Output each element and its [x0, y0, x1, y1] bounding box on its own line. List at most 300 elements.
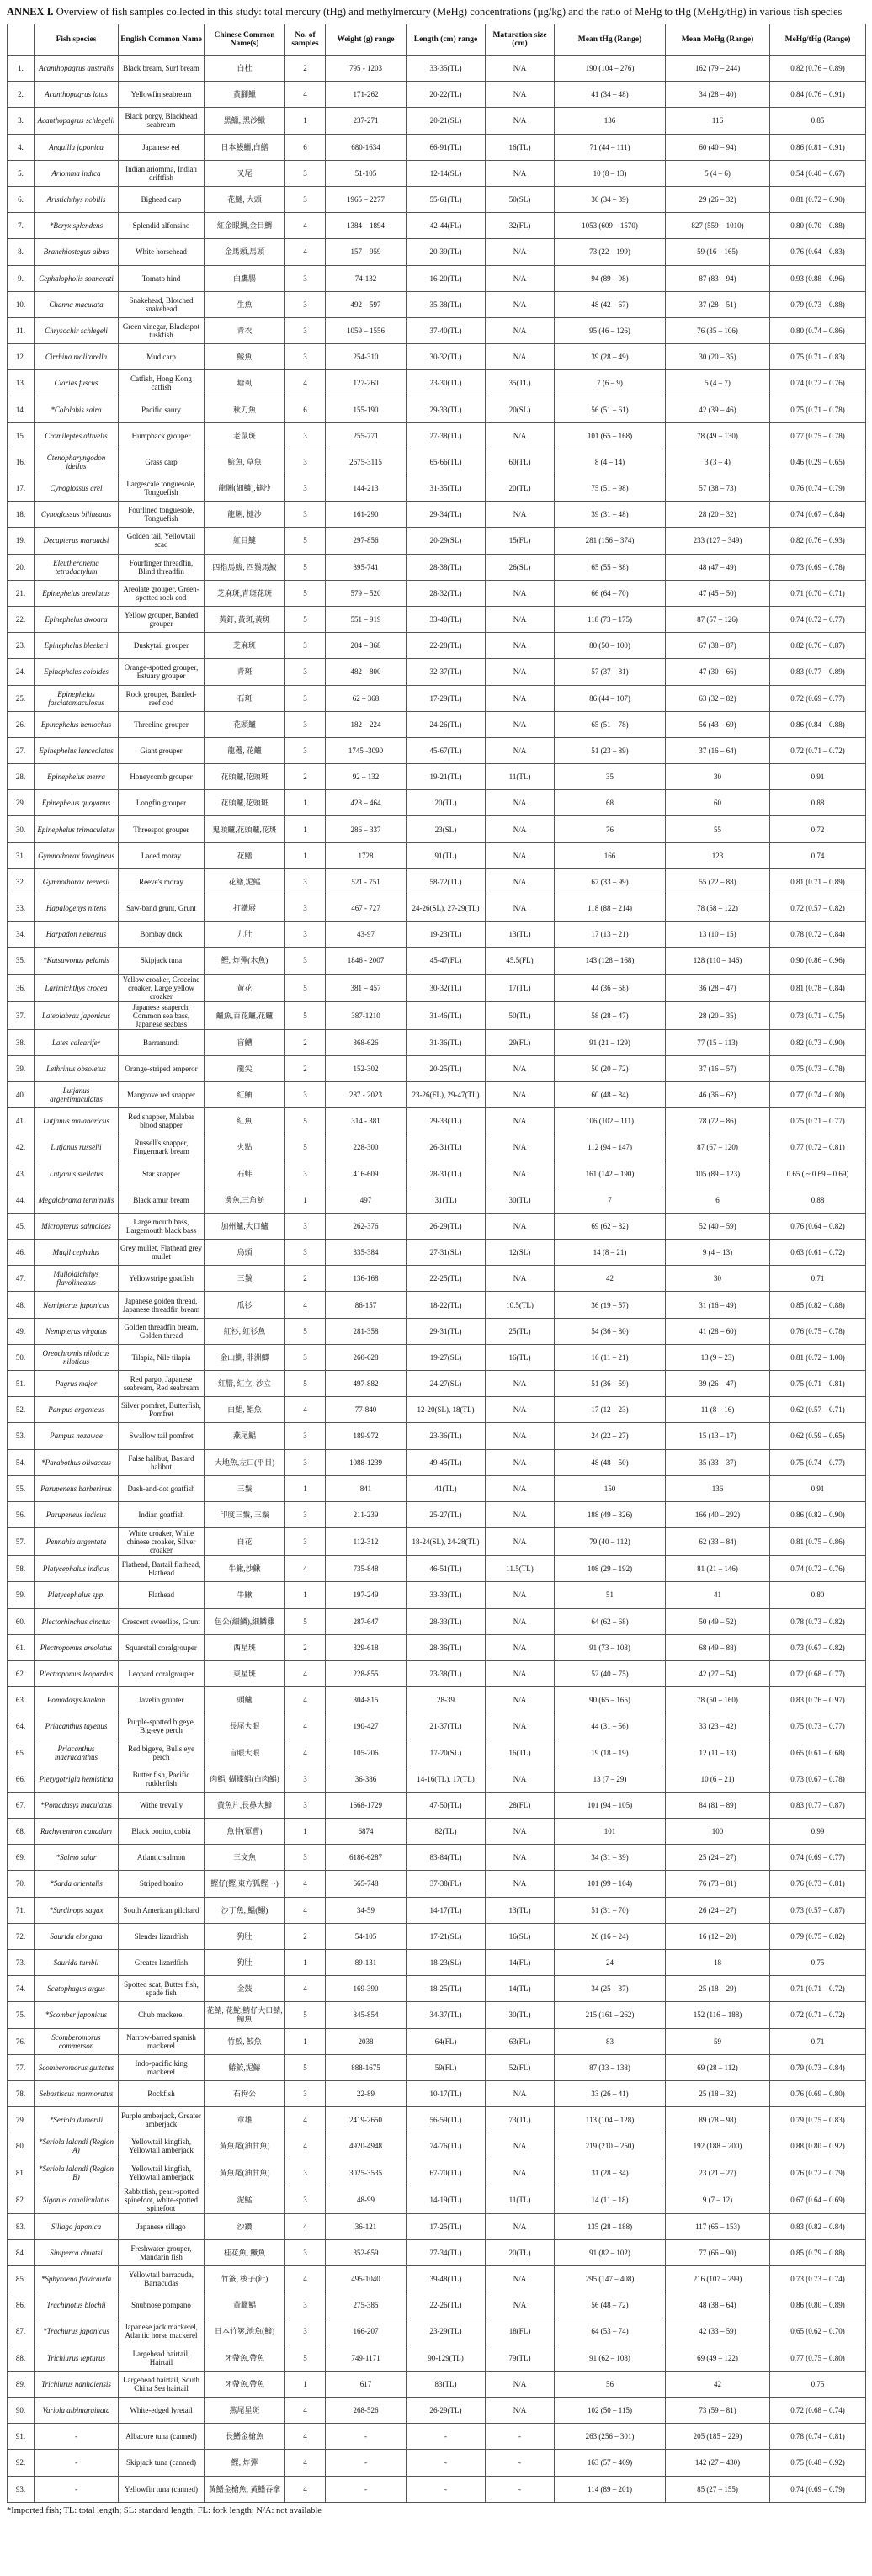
maturation-size-cell: N/A: [486, 239, 555, 265]
fish-species-cell: *Parabothus olivaceus: [35, 1449, 119, 1475]
table-row: [8, 764, 866, 790]
weight-range-cell: 112-312: [326, 1528, 407, 1556]
weight-range-cell: 551 – 919: [326, 606, 407, 632]
english-name-cell: Dash-and-dot goatfish: [119, 1475, 205, 1501]
maturation-size-cell: N/A: [486, 108, 555, 134]
weight-range-cell: 1846 - 2007: [326, 948, 407, 974]
mean-thg-cell: 7 (6 – 9): [555, 370, 666, 396]
fish-species-cell: Mugil cephalus: [35, 1240, 119, 1266]
table-row: [8, 108, 866, 134]
weight-range-cell: 1059 – 1556: [326, 317, 407, 343]
fish-species-cell: Cirrhina molitorella: [35, 344, 119, 370]
mean-mehg-cell: 30: [666, 1266, 770, 1292]
english-name-cell: Large mouth bass, Largemouth black bass: [119, 1213, 205, 1239]
maturation-size-cell: N/A: [486, 711, 555, 737]
length-range-cell: 10-17(TL): [407, 2080, 486, 2106]
fish-species-cell: Pterygotrigla hemisticta: [35, 1766, 119, 1792]
sample-count-cell: 3: [285, 1528, 326, 1556]
mean-mehg-cell: 73 (59 – 81): [666, 2397, 770, 2423]
maturation-size-cell: 60(TL): [486, 449, 555, 475]
mean-thg-cell: 76: [555, 816, 666, 842]
english-name-cell: Fourlined tonguesole, Tonguefish: [119, 502, 205, 528]
chinese-name-cell: 狗肚: [205, 1923, 285, 1949]
table-row: [8, 56, 866, 82]
row-index-cell: 9.: [8, 265, 35, 291]
mean-mehg-cell: 78 (50 – 160): [666, 1687, 770, 1713]
fish-species-cell: Cynoglossus arel: [35, 475, 119, 502]
maturation-size-cell: 20(SL): [486, 396, 555, 422]
length-range-cell: 18-24(SL), 24-28(TL): [407, 1528, 486, 1556]
length-range-cell: 64(FL): [407, 2028, 486, 2054]
weight-range-cell: 254-310: [326, 344, 407, 370]
sample-count-cell: 4: [285, 239, 326, 265]
sample-count-cell: 3: [285, 344, 326, 370]
fish-species-cell: *Sardinops sagax: [35, 1897, 119, 1923]
sample-count-cell: 3: [285, 711, 326, 737]
row-index-cell: 62.: [8, 1660, 35, 1686]
length-range-cell: 83-84(TL): [407, 1845, 486, 1871]
weight-range-cell: 89-131: [326, 1949, 407, 1975]
mehg-thg-ratio-cell: 0.84 (0.76 – 0.91): [770, 82, 866, 108]
weight-range-cell: 144-213: [326, 475, 407, 502]
mean-mehg-cell: 52 (40 – 59): [666, 1213, 770, 1239]
sample-count-cell: 4: [285, 2476, 326, 2502]
mean-thg-cell: 83: [555, 2028, 666, 2054]
fish-species-cell: Ariomma indica: [35, 160, 119, 186]
mean-thg-cell: 114 (89 – 201): [555, 2476, 666, 2502]
sample-count-cell: 4: [285, 2266, 326, 2292]
mean-thg-cell: 42: [555, 1266, 666, 1292]
weight-range-cell: 43-97: [326, 922, 407, 948]
table-row: [8, 134, 866, 160]
sample-count-cell: 3: [285, 1766, 326, 1792]
mean-mehg-cell: 142 (27 – 430): [666, 2450, 770, 2476]
english-name-cell: Bombay duck: [119, 922, 205, 948]
weight-range-cell: 262-376: [326, 1213, 407, 1239]
table-footnote: *Imported fish; TL: total length; SL: standard length; FL: fork length; N/A: not available: [7, 2505, 322, 2515]
fish-species-cell: Clarias fuscus: [35, 370, 119, 396]
row-index-cell: 43.: [8, 1161, 35, 1187]
row-index-cell: 15.: [8, 422, 35, 449]
weight-range-cell: 204 – 368: [326, 633, 407, 659]
row-index-cell: 60.: [8, 1608, 35, 1634]
mean-mehg-cell: 5 (4 – 6): [666, 160, 770, 186]
weight-range-cell: 54-105: [326, 1923, 407, 1949]
length-range-cell: 28-33(TL): [407, 1608, 486, 1634]
maturation-size-cell: 32(FL): [486, 213, 555, 239]
chinese-name-cell: 大地魚,左口(平目): [205, 1449, 285, 1475]
weight-range-cell: 228-855: [326, 1660, 407, 1686]
fish-species-cell: Pampus argenteus: [35, 1397, 119, 1423]
chinese-name-cell: 四指馬鮁, 四鬚馬鮁: [205, 554, 285, 580]
english-name-cell: White-edged lyretail: [119, 2397, 205, 2423]
mean-mehg-cell: 30: [666, 764, 770, 790]
english-name-cell: Yellowtail barracuda, Barracudas: [119, 2266, 205, 2292]
mehg-thg-ratio-cell: 0.74 (0.72 – 0.76): [770, 1556, 866, 1582]
weight-range-cell: 51-105: [326, 160, 407, 186]
fish-species-cell: Nemipterus virgatus: [35, 1318, 119, 1344]
english-name-cell: Red snapper, Malabar blood snapper: [119, 1108, 205, 1134]
row-index-cell: 71.: [8, 1897, 35, 1923]
length-range-cell: 58-72(TL): [407, 868, 486, 895]
weight-range-cell: 171-262: [326, 82, 407, 108]
maturation-size-cell: N/A: [486, 606, 555, 632]
weight-range-cell: 428 – 464: [326, 790, 407, 816]
mehg-thg-ratio-cell: 0.75 (0.71 – 0.81): [770, 1371, 866, 1397]
sample-count-cell: 3: [285, 1161, 326, 1187]
weight-range-cell: 2038: [326, 2028, 407, 2054]
mehg-thg-ratio-cell: 0.72 (0.71 – 0.72): [770, 2002, 866, 2028]
english-name-cell: Laced moray: [119, 842, 205, 868]
row-index-cell: 17.: [8, 475, 35, 502]
fish-species-cell: Aristichthys nobilis: [35, 186, 119, 212]
maturation-size-cell: 18(FL): [486, 2318, 555, 2345]
row-index-cell: 40.: [8, 1081, 35, 1107]
fish-species-cell: Lutjanus malabaricus: [35, 1108, 119, 1134]
weight-range-cell: 1088-1239: [326, 1449, 407, 1475]
mean-thg-cell: 31 (28 – 34): [555, 2159, 666, 2186]
weight-range-cell: 48-99: [326, 2186, 407, 2213]
mehg-thg-ratio-cell: 0.91: [770, 764, 866, 790]
fish-species-cell: Epinephelus areolatus: [35, 580, 119, 606]
mean-thg-cell: 34 (31 – 39): [555, 1845, 666, 1871]
length-range-cell: 16-20(TL): [407, 265, 486, 291]
mehg-thg-ratio-cell: 0.77 (0.72 – 0.81): [770, 1134, 866, 1161]
table-row: [8, 2397, 866, 2423]
row-index-cell: 65.: [8, 1739, 35, 1766]
length-range-cell: 28-39: [407, 1687, 486, 1713]
row-index-cell: 44.: [8, 1187, 35, 1213]
english-name-cell: Star snapper: [119, 1161, 205, 1187]
chinese-name-cell: 竹鮫, 鮫魚: [205, 2028, 285, 2054]
chinese-name-cell: 肉鯧, 蝴蝶鯧(白肉鯧): [205, 1766, 285, 1792]
mehg-thg-ratio-cell: 0.67 (0.64 – 0.69): [770, 2186, 866, 2213]
sample-count-cell: 2: [285, 1055, 326, 1081]
mean-mehg-cell: 48 (47 – 49): [666, 554, 770, 580]
english-name-cell: Albacore tuna (canned): [119, 2424, 205, 2450]
mean-mehg-cell: 56 (43 – 69): [666, 711, 770, 737]
english-name-cell: Freshwater grouper, Mandarin fish: [119, 2239, 205, 2265]
english-name-cell: Japanese sillago: [119, 2213, 205, 2239]
mean-mehg-cell: 60: [666, 790, 770, 816]
table-row: [8, 1240, 866, 1266]
chinese-name-cell: 九肚: [205, 922, 285, 948]
row-index-cell: 77.: [8, 2054, 35, 2080]
table-row: [8, 1108, 866, 1134]
weight-range-cell: 665-748: [326, 1871, 407, 1897]
mean-thg-cell: 56: [555, 2371, 666, 2397]
weight-range-cell: 381 – 457: [326, 974, 407, 1001]
fish-species-cell: Gymnothorax favagineus: [35, 842, 119, 868]
english-name-cell: Yellowfin tuna (canned): [119, 2476, 205, 2502]
maturation-size-cell: N/A: [486, 659, 555, 685]
english-name-cell: Bighead carp: [119, 186, 205, 212]
row-index-cell: 66.: [8, 1766, 35, 1792]
chinese-name-cell: 黃釘, 黃斑,黃斑: [205, 606, 285, 632]
mean-mehg-cell: 42 (27 – 54): [666, 1660, 770, 1686]
mean-mehg-cell: 78 (72 – 86): [666, 1108, 770, 1134]
table-row: [8, 2213, 866, 2239]
chinese-name-cell: 秋刀魚: [205, 396, 285, 422]
chinese-name-cell: 火點: [205, 1134, 285, 1161]
maturation-size-cell: N/A: [486, 82, 555, 108]
table-row: [8, 2159, 866, 2186]
length-range-cell: 20-29(SL): [407, 528, 486, 554]
maturation-size-cell: N/A: [486, 422, 555, 449]
english-name-cell: Yellow croaker, Croceine croaker, Large yellow croaker: [119, 974, 205, 1001]
row-index-cell: 13.: [8, 370, 35, 396]
english-name-cell: Largescale tonguesole, Tonguefish: [119, 475, 205, 502]
header-cell-weight: Weight (g) range: [326, 24, 407, 56]
row-index-cell: 42.: [8, 1134, 35, 1161]
english-name-cell: Purple-spotted bigeye, Big-eye perch: [119, 1713, 205, 1739]
weight-range-cell: 352-659: [326, 2239, 407, 2265]
length-range-cell: 25-27(TL): [407, 1501, 486, 1527]
fish-species-cell: Lutjanus russelli: [35, 1134, 119, 1161]
mean-mehg-cell: 84 (81 – 89): [666, 1792, 770, 1818]
english-name-cell: Slender lizardfish: [119, 1923, 205, 1949]
mehg-thg-ratio-cell: 0.77 (0.75 – 0.80): [770, 2345, 866, 2371]
table-row: [8, 1713, 866, 1739]
mean-thg-cell: 219 (210 – 250): [555, 2133, 666, 2159]
chinese-name-cell: 塘虱: [205, 370, 285, 396]
sample-count-cell: 5: [285, 1108, 326, 1134]
row-index-cell: 69.: [8, 1845, 35, 1871]
english-name-cell: Largehead hairtail, Hairtail: [119, 2345, 205, 2371]
table-row: [8, 737, 866, 763]
mean-thg-cell: 58 (28 – 47): [555, 1001, 666, 1029]
row-index-cell: 49.: [8, 1318, 35, 1344]
mean-mehg-cell: 12 (11 – 13): [666, 1739, 770, 1766]
mean-mehg-cell: 47 (30 – 66): [666, 659, 770, 685]
chinese-name-cell: 白花: [205, 1528, 285, 1556]
chinese-name-cell: 三文魚: [205, 1845, 285, 1871]
length-range-cell: 29-31(TL): [407, 1318, 486, 1344]
chinese-name-cell: 長鰭金槍魚: [205, 2424, 285, 2450]
length-range-cell: 42-44(FL): [407, 213, 486, 239]
mean-thg-cell: 33 (26 – 41): [555, 2080, 666, 2106]
maturation-size-cell: 20(TL): [486, 475, 555, 502]
mean-thg-cell: 87 (33 – 138): [555, 2054, 666, 2080]
table-row: [8, 974, 866, 1001]
weight-range-cell: 275-385: [326, 2292, 407, 2318]
mean-thg-cell: 136: [555, 108, 666, 134]
mean-thg-cell: 71 (44 – 111): [555, 134, 666, 160]
sample-count-cell: 4: [285, 213, 326, 239]
length-range-cell: 29-33(TL): [407, 1108, 486, 1134]
maturation-size-cell: N/A: [486, 1819, 555, 1845]
mean-mehg-cell: 13 (9 – 23): [666, 1344, 770, 1370]
english-name-cell: Rockfish: [119, 2080, 205, 2106]
weight-range-cell: -: [326, 2424, 407, 2450]
mehg-thg-ratio-cell: 0.77 (0.74 – 0.80): [770, 1081, 866, 1107]
chinese-name-cell: 花鱔: [205, 842, 285, 868]
table-row: [8, 213, 866, 239]
mehg-thg-ratio-cell: 0.76 (0.72 – 0.79): [770, 2159, 866, 2186]
length-range-cell: 24-26(TL): [407, 711, 486, 737]
mehg-thg-ratio-cell: 0.75: [770, 2371, 866, 2397]
sample-count-cell: 5: [285, 528, 326, 554]
fish-species-cell: *Cololabis saira: [35, 396, 119, 422]
sample-count-cell: 3: [285, 422, 326, 449]
mean-thg-cell: 188 (49 – 326): [555, 1501, 666, 1527]
length-range-cell: 17-29(TL): [407, 685, 486, 711]
sample-count-cell: 6: [285, 396, 326, 422]
mean-thg-cell: 56 (51 – 61): [555, 396, 666, 422]
mehg-thg-ratio-cell: 0.76 (0.75 – 0.78): [770, 1318, 866, 1344]
maturation-size-cell: N/A: [486, 317, 555, 343]
row-index-cell: 20.: [8, 554, 35, 580]
row-index-cell: 25.: [8, 685, 35, 711]
maturation-size-cell: 12(SL): [486, 1240, 555, 1266]
chinese-name-cell: 紅腊, 紅立, 沙立: [205, 1371, 285, 1397]
weight-range-cell: 155-190: [326, 396, 407, 422]
mean-thg-cell: 118 (88 – 214): [555, 895, 666, 922]
length-range-cell: 18-22(TL): [407, 1292, 486, 1318]
chinese-name-cell: 花鰱, 大頭: [205, 186, 285, 212]
mean-mehg-cell: 87 (67 – 120): [666, 1134, 770, 1161]
sample-count-cell: 1: [285, 2028, 326, 2054]
sample-count-cell: 4: [285, 1897, 326, 1923]
mehg-thg-ratio-cell: 0.86 (0.84 – 0.88): [770, 711, 866, 737]
chinese-name-cell: 東星斑: [205, 1660, 285, 1686]
chinese-name-cell: 花頭鱸,花頭斑: [205, 764, 285, 790]
table-row: [8, 2107, 866, 2133]
english-name-cell: Yellowtail kingfish, Yellowtail amberjack: [119, 2133, 205, 2159]
sample-count-cell: 4: [285, 1397, 326, 1423]
weight-range-cell: 888-1675: [326, 2054, 407, 2080]
mean-thg-cell: 67 (33 – 99): [555, 868, 666, 895]
mean-mehg-cell: 117 (65 – 153): [666, 2213, 770, 2239]
length-range-cell: 33-33(TL): [407, 1582, 486, 1608]
table-row: [8, 580, 866, 606]
chinese-name-cell: 瓜衫: [205, 1292, 285, 1318]
sample-count-cell: 5: [285, 2002, 326, 2028]
chinese-name-cell: 章雄: [205, 2107, 285, 2133]
chinese-name-cell: 打鐵屐: [205, 895, 285, 922]
maturation-size-cell: N/A: [486, 1266, 555, 1292]
english-name-cell: White horsehead: [119, 239, 205, 265]
row-index-cell: 74.: [8, 1976, 35, 2002]
row-index-cell: 93.: [8, 2476, 35, 2502]
english-name-cell: Barramundi: [119, 1029, 205, 1055]
fish-species-cell: Pampus nozawae: [35, 1423, 119, 1449]
chinese-name-cell: 花頭鱸,花頭斑: [205, 790, 285, 816]
table-row: [8, 633, 866, 659]
mean-mehg-cell: 69 (28 – 112): [666, 2054, 770, 2080]
mehg-thg-ratio-cell: 0.74 (0.69 – 0.79): [770, 2476, 866, 2502]
length-range-cell: 45-47(FL): [407, 948, 486, 974]
english-name-cell: Largehead hairtail, South China Sea hairtail: [119, 2371, 205, 2397]
fish-species-cell: Plectorhinchus cinctus: [35, 1608, 119, 1634]
mean-mehg-cell: 59: [666, 2028, 770, 2054]
maturation-size-cell: 52(FL): [486, 2054, 555, 2080]
table-row: [8, 790, 866, 816]
chinese-name-cell: 黃臘鯧: [205, 2292, 285, 2318]
chinese-name-cell: 三鬚: [205, 1266, 285, 1292]
length-range-cell: 31-46(TL): [407, 1001, 486, 1029]
mean-mehg-cell: 166 (40 – 292): [666, 1501, 770, 1527]
weight-range-cell: 92 – 132: [326, 764, 407, 790]
mean-mehg-cell: 9 (4 – 13): [666, 1240, 770, 1266]
mehg-thg-ratio-cell: 0.77 (0.75 – 0.78): [770, 422, 866, 449]
english-name-cell: Splendid alfonsino: [119, 213, 205, 239]
mean-thg-cell: 24: [555, 1949, 666, 1975]
mean-thg-cell: 108 (29 – 192): [555, 1556, 666, 1582]
mean-mehg-cell: 35 (33 – 37): [666, 1449, 770, 1475]
mehg-thg-ratio-cell: 0.82 (0.76 – 0.93): [770, 528, 866, 554]
mean-mehg-cell: 100: [666, 1819, 770, 1845]
row-index-cell: 6.: [8, 186, 35, 212]
maturation-size-cell: 30(TL): [486, 1187, 555, 1213]
table-row: [8, 1423, 866, 1449]
row-index-cell: 61.: [8, 1634, 35, 1660]
row-index-cell: 59.: [8, 1582, 35, 1608]
table-row: [8, 528, 866, 554]
maturation-size-cell: N/A: [486, 2213, 555, 2239]
fish-species-cell: Larimichthys crocea: [35, 974, 119, 1001]
sample-count-cell: 3: [285, 475, 326, 502]
chinese-name-cell: 牛鰍: [205, 1582, 285, 1608]
sample-count-cell: 3: [285, 633, 326, 659]
row-index-cell: 51.: [8, 1371, 35, 1397]
mehg-thg-ratio-cell: 0.76 (0.73 – 0.81): [770, 1871, 866, 1897]
length-range-cell: 31-36(TL): [407, 1029, 486, 1055]
length-range-cell: 27-31(SL): [407, 1240, 486, 1266]
length-range-cell: 37-38(FL): [407, 1871, 486, 1897]
chinese-name-cell: 日本竹筴,池魚(鯵): [205, 2318, 285, 2345]
chinese-name-cell: 叉尾: [205, 160, 285, 186]
maturation-size-cell: N/A: [486, 1660, 555, 1686]
table-row: [8, 1766, 866, 1792]
table-row: [8, 1897, 866, 1923]
mean-thg-cell: 112 (94 – 147): [555, 1134, 666, 1161]
sample-count-cell: 4: [285, 82, 326, 108]
sample-count-cell: 1: [285, 1949, 326, 1975]
maturation-size-cell: N/A: [486, 1634, 555, 1660]
weight-range-cell: 1745 -3090: [326, 737, 407, 763]
mehg-thg-ratio-cell: 0.72 (0.68 – 0.77): [770, 1660, 866, 1686]
chinese-name-cell: 白杜: [205, 56, 285, 82]
weight-range-cell: 36-121: [326, 2213, 407, 2239]
chinese-name-cell: 老鼠斑: [205, 422, 285, 449]
row-index-cell: 90.: [8, 2397, 35, 2423]
row-index-cell: 92.: [8, 2450, 35, 2476]
english-name-cell: Black bream, Surf bream: [119, 56, 205, 82]
mehg-thg-ratio-cell: 0.88: [770, 1187, 866, 1213]
table-row: [8, 2080, 866, 2106]
mean-mehg-cell: 136: [666, 1475, 770, 1501]
row-index-cell: 26.: [8, 711, 35, 737]
mean-thg-cell: 52 (40 – 75): [555, 1660, 666, 1686]
fish-species-cell: Scomberomorus commerson: [35, 2028, 119, 2054]
maturation-size-cell: N/A: [486, 1108, 555, 1134]
mehg-thg-ratio-cell: 0.85 (0.82 – 0.88): [770, 1292, 866, 1318]
english-name-cell: Butter fish, Pacific rudderfish: [119, 1766, 205, 1792]
mean-thg-cell: 68: [555, 790, 666, 816]
mehg-thg-ratio-cell: 0.88 (0.80 – 0.92): [770, 2133, 866, 2159]
mean-thg-cell: 73 (22 – 199): [555, 239, 666, 265]
chinese-name-cell: 牙帶魚,帶魚: [205, 2371, 285, 2397]
maturation-size-cell: 35(TL): [486, 370, 555, 396]
fish-species-cell: Cromileptes altivelis: [35, 422, 119, 449]
mean-mehg-cell: 42 (33 – 59): [666, 2318, 770, 2345]
mean-thg-cell: 143 (128 – 168): [555, 948, 666, 974]
row-index-cell: 58.: [8, 1556, 35, 1582]
mean-mehg-cell: 31 (16 – 49): [666, 1292, 770, 1318]
maturation-size-cell: -: [486, 2450, 555, 2476]
english-name-cell: Catfish, Hong Kong catfish: [119, 370, 205, 396]
